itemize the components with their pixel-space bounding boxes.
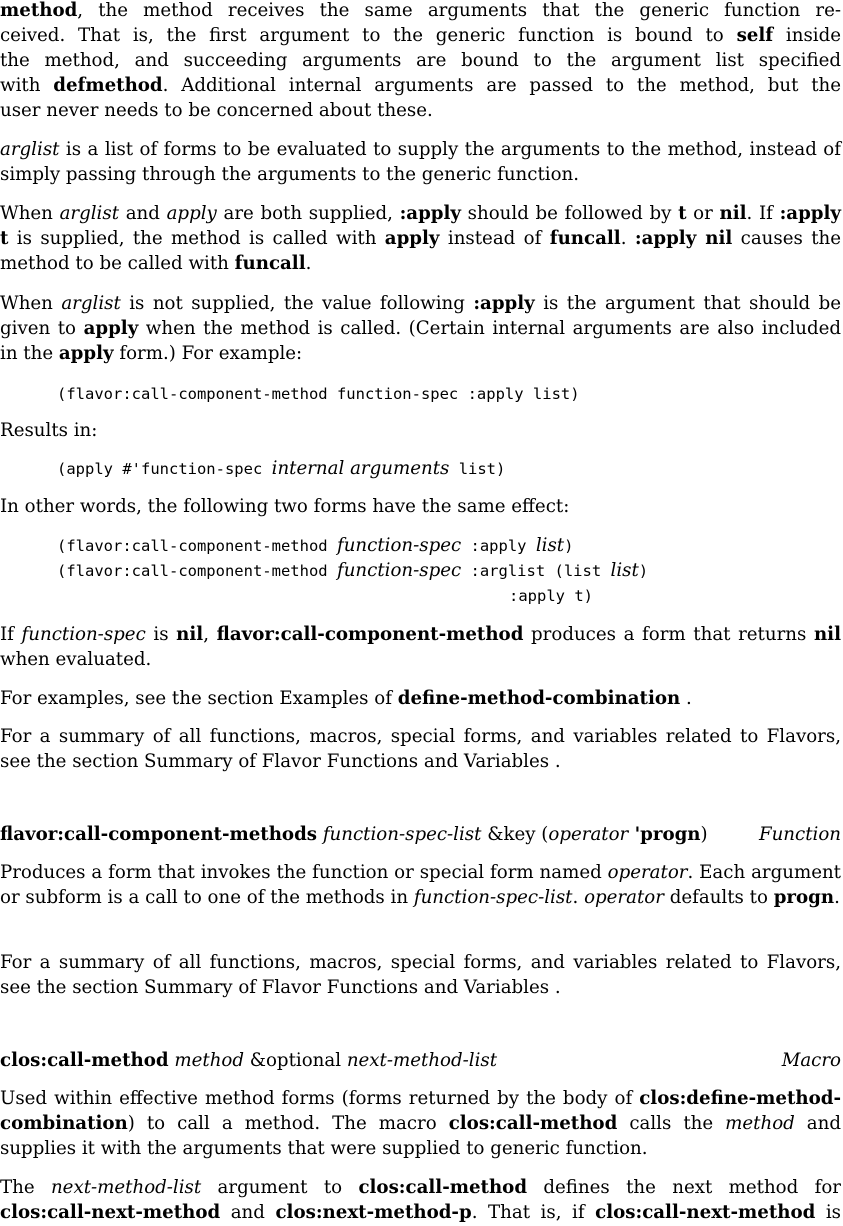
- entry-description: [0, 1175, 841, 1225]
- text: ) to call a method. The macro: [127, 1113, 449, 1134]
- code-text: :apply: [461, 537, 536, 555]
- argument-name: operator: [548, 824, 629, 845]
- argument-name: arglist: [0, 139, 60, 160]
- text: For examples, see the section Examples of: [0, 688, 398, 709]
- text: .: [305, 253, 312, 274]
- term: flavor:call-component-method: [216, 624, 524, 645]
- code-placeholder: list: [610, 560, 639, 581]
- code-placeholder: internal arguments: [271, 458, 450, 479]
- text: and: [119, 203, 167, 224]
- text: when evaluated.: [0, 649, 152, 670]
- text: When: [0, 203, 60, 224]
- text: and: [220, 1202, 276, 1223]
- text: is supplied, the method is called with: [8, 228, 385, 249]
- term: progn: [773, 887, 835, 908]
- text: ,: [203, 624, 217, 645]
- text: When: [0, 293, 62, 314]
- text: is a list of forms to be evaluated to supply the arguments to the method, instead of simply passing through the arguments to the generic function.: [0, 139, 841, 185]
- text: , the method receives the same arguments that the generic function re-: [77, 0, 841, 21]
- text: defaults to: [663, 887, 774, 908]
- code-example: [57, 533, 573, 559]
- term: clos:call-next-method: [595, 1202, 816, 1223]
- text: .: [680, 688, 692, 709]
- term: apply: [384, 228, 440, 249]
- text: ceived. That is, the first argument to the generic function is bound to: [0, 25, 737, 46]
- keyword: :apply nil: [634, 228, 733, 249]
- argument-name: apply: [166, 203, 217, 224]
- entry-description: [0, 860, 841, 910]
- term: apply: [83, 318, 139, 339]
- entry-type: Macro: [781, 1050, 841, 1071]
- argument-name: arglist: [61, 293, 121, 314]
- code-text: (apply #'function-spec: [57, 460, 272, 478]
- argument-name: function-spec: [21, 624, 146, 645]
- code-text: ): [564, 537, 574, 555]
- text: or: [686, 203, 720, 224]
- no-arglist-paragraph: [0, 291, 841, 366]
- text: causes the method to be called with: [0, 228, 841, 274]
- text: is not supplied, the value following: [120, 293, 474, 314]
- text: calls the: [617, 1113, 726, 1134]
- term: define-method-combination: [397, 688, 681, 709]
- text: . Each argument or subform is a call to one of the methods in: [0, 862, 841, 908]
- text: .: [572, 887, 585, 908]
- code-text: :arglist (list: [461, 562, 611, 580]
- term: apply: [58, 343, 114, 364]
- term: nil: [176, 624, 204, 645]
- code-placeholder: function-spec: [336, 535, 462, 556]
- entry-type: Function: [758, 824, 841, 845]
- text: are both supplied,: [216, 203, 400, 224]
- code-example: [57, 558, 648, 584]
- code-text: ): [638, 562, 649, 580]
- text: argument to: [201, 1177, 359, 1198]
- see-also-link[interactable]: [0, 686, 841, 711]
- term: method: [0, 0, 78, 21]
- term: funcall: [234, 253, 306, 274]
- code-example: :apply t): [509, 587, 593, 605]
- keyword: :apply: [473, 293, 535, 314]
- term: clos:define-method-combination: [0, 1088, 841, 1134]
- code-example: [57, 456, 505, 482]
- keyword: :apply t: [0, 203, 842, 249]
- results-label: Results in:: [0, 420, 98, 441]
- argument-name: function-spec-list: [413, 887, 573, 908]
- entry-description: [0, 1086, 841, 1161]
- argument-name: function-spec-list: [322, 824, 482, 845]
- term: nil: [813, 624, 841, 645]
- text-line: [0, 0, 841, 23]
- argument-name: operator: [584, 887, 664, 908]
- text: . If: [746, 203, 780, 224]
- text: . Additional internal arguments are passed to the method, but the: [162, 75, 841, 96]
- nil-paragraph: [0, 622, 841, 672]
- arglist-paragraph: [0, 137, 841, 187]
- text: ): [700, 824, 708, 845]
- text-line: [0, 73, 841, 98]
- argument-name: next-method-list: [346, 1050, 498, 1071]
- summary-see-also[interactable]: For a summary of all functions, macros, special forms, and variables related to Flavors, see the section Summary of Flavor Functions and Variables .: [0, 952, 841, 998]
- text-line: the method, and succeeding arguments are bound to the argument list specified: [0, 50, 841, 71]
- term: clos:call-next-method: [0, 1202, 221, 1223]
- argument-name: arglist: [59, 203, 120, 224]
- text: The: [0, 1177, 51, 1198]
- code-text: (flavor:call-component-method: [57, 537, 337, 555]
- text: Used within effective method forms (forms returned by the body of: [0, 1088, 640, 1109]
- apply-paragraph: [0, 201, 841, 276]
- text: . That is, if: [471, 1202, 596, 1223]
- text: when the method is called. (Certain internal arguments are also included in the: [0, 318, 841, 364]
- entry-name: clos:call-method: [0, 1050, 169, 1071]
- code-placeholder: function-spec: [336, 560, 462, 581]
- text-line: user never needs to be concerned about these.: [0, 100, 433, 121]
- text: and supplies it with the arguments that were supplied to generic function.: [0, 1113, 842, 1159]
- text: inside: [773, 25, 841, 46]
- term: defmethod: [53, 75, 163, 96]
- term: t: [678, 203, 687, 224]
- code-text: list): [449, 460, 506, 478]
- default-value: 'progn: [628, 824, 701, 845]
- entry-name: flavor:call-component-methods: [0, 824, 318, 845]
- term: clos:next-method-p: [275, 1202, 472, 1223]
- text-line: [0, 23, 841, 48]
- text: is: [145, 624, 177, 645]
- argument-name: method: [174, 1050, 245, 1071]
- text: with: [0, 75, 54, 96]
- text: instead of: [439, 228, 550, 249]
- code-text: (flavor:call-component-method: [57, 562, 337, 580]
- text: Produces a form that invokes the function or special form named: [0, 862, 608, 883]
- lambda-keyword: &key (: [481, 824, 549, 845]
- text: .: [620, 228, 635, 249]
- entry-header: [0, 822, 841, 847]
- argument-name: method: [725, 1113, 795, 1134]
- text: is: [815, 1202, 841, 1223]
- text: produces a form that returns: [523, 624, 814, 645]
- summary-see-also[interactable]: For a summary of all functions, macros, special forms, and variables related to Flavors, see the section Summary of Flavor Functions and Variables .: [0, 726, 841, 772]
- term: nil: [719, 203, 747, 224]
- text: .: [834, 887, 840, 908]
- text: is the argument that should be given to: [0, 293, 841, 339]
- term: funcall: [549, 228, 621, 249]
- term: clos:call-method: [358, 1177, 528, 1198]
- term: clos:call-method: [448, 1113, 618, 1134]
- entry-header: [0, 1048, 841, 1073]
- text: If: [0, 624, 22, 645]
- keyword: :apply: [399, 203, 461, 224]
- argument-name: operator: [607, 862, 688, 883]
- other-words-line: In other words, the following two forms have the same effect:: [0, 496, 570, 517]
- lambda-keyword: &optional: [244, 1050, 347, 1071]
- code-example: (flavor:call-component-method function-spec :apply list): [57, 385, 580, 403]
- term: self: [736, 25, 774, 46]
- code-placeholder: list: [535, 535, 565, 556]
- text: form.) For example:: [113, 343, 303, 364]
- text: defines the next method for: [527, 1177, 841, 1198]
- text: should be followed by: [461, 203, 679, 224]
- argument-name: next-method-list: [50, 1177, 202, 1198]
